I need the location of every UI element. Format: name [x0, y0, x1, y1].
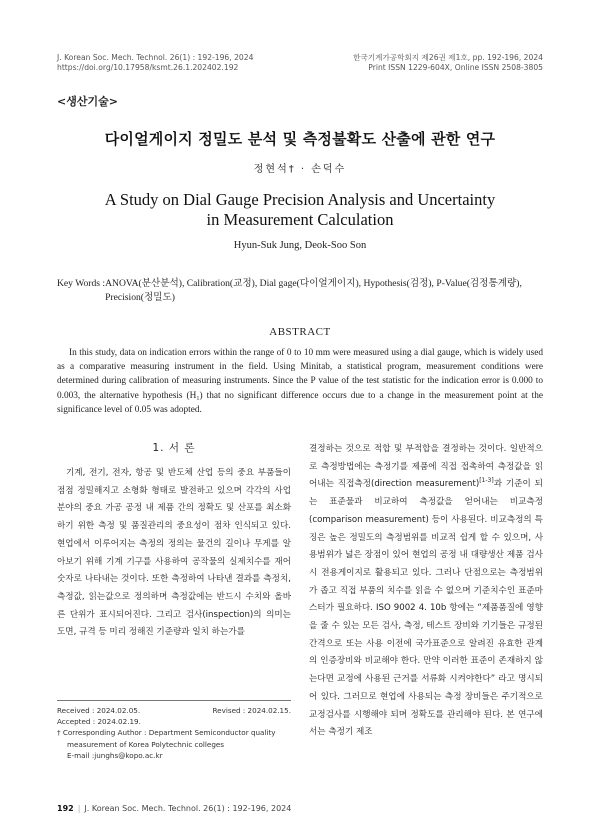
page-number: 192 — [57, 804, 74, 813]
body-text: 과 기준이 되는 표준물과 비교하여 측정값을 얻어내는 비교측정(comparison measurement) 등이 사용된다. 비교측정의 특징은 높은 정밀도의 측정범위를 비교적 쉽게 할 수 있으며, 사용범위가 넓은 장점이 있어 현업의 공정 내 대량생산 제품 검사 시 전용게이지로 활용되고 있다. 그러나 단점으로는 측정범위가 좁고 직접 부품의 치수를 읽을 수 없으며 기준치수인 표준마스터가 필요하다. ISO 9002 4. 10b 항에는 “제품품질에 영향을 줄 수 있는 모든 검사, 측정, 테스트 장비와 기기들은 규정된 간격으로 또는 사용 이전에 국가표준으로 알려진 유효한 관계의 인증장비와 비교해야 한다. 만약 이러한 표준이 존재하지 않는다면 교정에 사용된 근거를 서류화 시켜야한다” 라고 명시되어 있다. 그러므로 현업에 사용되는 측정 장비들은 주기적으로 교정검사를 시행해야 되며 정확도를 관리해야 된다. 본 연구에서는 측정기 제조 — [309, 479, 543, 738]
corresponding-author: † Corresponding Author : Department Semiconductor quality — [57, 728, 276, 738]
title-korean: 다이얼게이지 정밀도 분석 및 측정불확도 산출에 관한 연구 — [104, 130, 496, 148]
citation-reference[interactable]: [1-3] — [479, 477, 494, 485]
footnote — [57, 705, 291, 761]
section-tag: <생산기술> — [57, 95, 118, 108]
journal-citation-ko: 한국기계가공학회지 제26권 제1호, pp. 192-196, 2024 — [353, 53, 543, 62]
issn-line: Print ISSN 1229-604X, Online ISSN 2508-3805 — [368, 63, 543, 72]
keywords-label: Key Words : — [57, 278, 106, 289]
corresponding-affiliation: measurement of Korea Polytechnic colleges — [67, 739, 225, 749]
title-english — [60, 190, 540, 230]
footer-separator: | — [77, 804, 81, 813]
running-header-left — [57, 53, 253, 73]
footer-journal: J. Korean Soc. Mech. Technol. 26(1) : 192-196, 2024 — [84, 804, 292, 813]
footnote-dates — [57, 705, 291, 716]
body-paragraph — [309, 441, 543, 742]
accepted-date: Accepted : 2024.02.19. — [57, 717, 141, 727]
journal-citation: J. Korean Soc. Mech. Technol. 26(1) : 192-196, 2024 — [57, 53, 254, 62]
body-text: 결정하는 것으로 적합 및 부적합을 결정하는 것이다. 일반적으로 측정방법에는 측정기를 제품에 직접 접촉하여 측정값을 읽어내는 직접측정(direction measurement) — [309, 444, 543, 490]
page-footer — [57, 804, 291, 813]
abstract-text: In this study, data on indication errors within the range of 0 to 10 mm were measured using a dial gauge, which is widely used as a comparative measuring instrument in the field. Using Minitab, a statistical program, measurement conditions were determined during calibration of measuring instruments. Since the P value of the test statistic for the indication error is 0.000 to 0.003, the alternative hypothesis (H₁) that no significant difference occurs due to a change in the measurement point at the significance level of 0.05 was adopted. — [57, 348, 543, 415]
authors-korean: 정현석† · 손덕수 — [253, 164, 347, 175]
title-english-line-1: A Study on Dial Gauge Precision Analysis and Uncertainty — [104, 190, 496, 209]
doi-link[interactable]: https://doi.org/10.17958/ksmt.26.1.202402.192 — [57, 63, 239, 72]
body-column-right — [309, 441, 543, 742]
abstract-heading: ABSTRACT — [269, 326, 331, 338]
body-column-left — [57, 465, 291, 642]
author-email[interactable]: E-mail :junghs@kopo.ac.kr — [67, 750, 163, 760]
received-date: Received : 2024.02.05. — [57, 706, 141, 715]
keywords — [57, 277, 543, 305]
body-paragraph: 기계, 전기, 전자, 항공 및 반도체 산업 등의 중요 부품들이 점점 정밀해지고 소형화 형태로 발전하고 있으며 각각의 사업 분야의 중요 가공 공정 내 제품 간의 정확도 및 산포를 최소화하기 위한 측정 및 품질관리의 중요성이 점차 인식되고 있다. 현업에서 이루어지는 측정의 정의는 물건의 길이나 무게를 알아보기 위해 기계 기구를 사용하여 공작물의 실제치수를 재어 숫자로 나타내는 것이다. 또한 측정하여 나타낸 결과를 측정치, 측정값, 읽는값으로 정의하며 측정값에는 반드시 수치와 올바른 단위가 표시되어진다. 그리고 검사(inspection)의 의미는 도면, 규격 등 미리 정해진 기준량과 일치 하는가를 — [57, 468, 291, 638]
authors-english: Hyun-Suk Jung, Deok-Soo Son — [233, 240, 367, 251]
keywords-list: ANOVA(분산분석), Calibration(교정), Dial gage(다이얼게이지), Hypothesis(검정), P-Value(검정통계량), Precision(정밀도) — [105, 278, 522, 303]
title-english-line-2: in Measurement Calculation — [206, 210, 394, 229]
revised-date: Revised : 2024.02.15. — [212, 706, 291, 715]
section-heading-introduction: 1. 서 론 — [152, 442, 196, 454]
running-header-right — [353, 53, 543, 73]
footnote-divider — [57, 700, 291, 701]
